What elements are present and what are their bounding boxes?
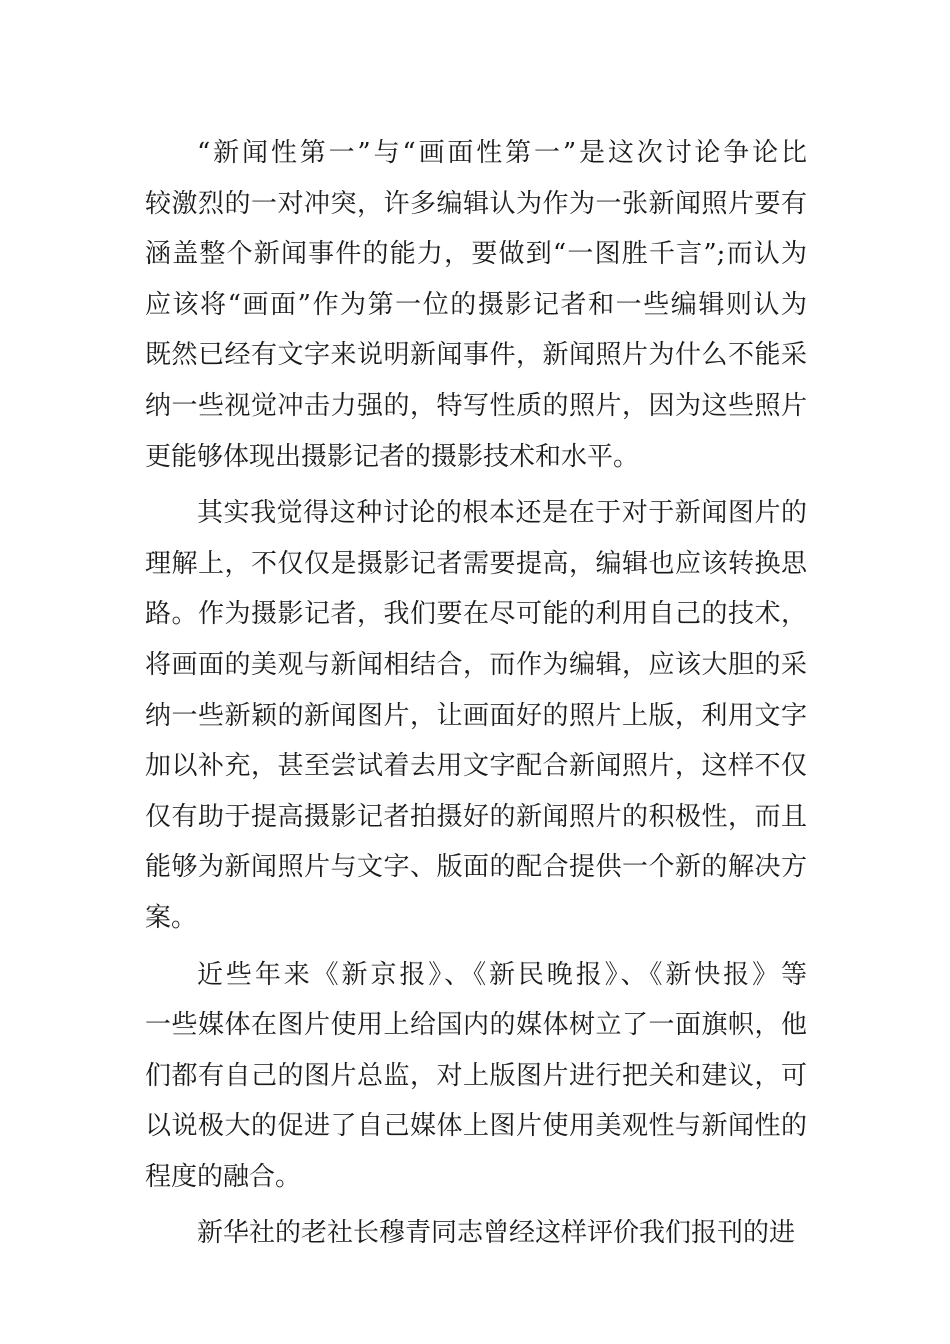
text-line: 既然已经有文字来说明新闻事件，新闻照片为什么不能采 (145, 340, 807, 371)
text-line: 以说极大的促进了自己媒体上图片使用美观性与新闻性的 (145, 1111, 807, 1142)
text-line: 将画面的美观与新闻相结合，而作为编辑，应该大胆的采 (145, 649, 807, 680)
paragraph (145, 950, 807, 1203)
text-line: 新华社的老社长穆青同志曾经这样评价我们报刊的进 (197, 1218, 796, 1249)
text-line: 应该将“画面”作为第一位的摄影记者和一些编辑则认为 (145, 289, 807, 320)
text-line: 加以补充，甚至尝试着去用文字配合新闻照片，这样不仅 (145, 751, 807, 782)
text-line: “新闻性第一”与“画面性第一”是这次讨论争论比 (197, 138, 807, 168)
text-line: 较激烈的一对冲突，许多编辑认为作为一张新闻照片要有 (145, 188, 807, 219)
text-line: 能够为新闻照片与文字、版面的配合提供一个新的解决方 (145, 852, 807, 883)
text-line: 近些年来《新京报》、《新民晚报》、《新快报》等 (197, 959, 807, 990)
text-line: 程度的融合。 (145, 1161, 302, 1192)
text-line: 一些媒体在图片使用上给国内的媒体树立了一面旗帜，他 (145, 1010, 807, 1041)
paragraph (145, 1208, 807, 1259)
text-line: 纳一些视觉冲击力强的，特写性质的照片，因为这些照片 (145, 390, 807, 421)
text-line: 纳一些新颖的新闻图片，让画面好的照片上版，利用文字 (145, 700, 807, 731)
text-line: 其实我觉得这种讨论的根本还是在于对于新闻图片的 (197, 498, 807, 529)
text-line: 涵盖整个新闻事件的能力，要做到“一图胜千言”;而认为 (145, 239, 807, 270)
text-line: 们都有自己的图片总监，对上版图片进行把关和建议，可 (145, 1060, 807, 1091)
text-line: 仅有助于提高摄影记者拍摄好的新闻照片的积极性，而且 (145, 801, 807, 832)
document-body (145, 128, 807, 1265)
text-line: 路。作为摄影记者，我们要在尽可能的利用自己的技术， (145, 599, 807, 630)
paragraph (145, 488, 807, 943)
text-line: 更能够体现出摄影记者的摄影技术和水平。 (145, 441, 640, 472)
text-line: 理解上，不仅仅是摄影记者需要提高，编辑也应该转换思 (145, 548, 807, 579)
text-line: 案。 (145, 902, 198, 933)
paragraph (145, 128, 807, 482)
